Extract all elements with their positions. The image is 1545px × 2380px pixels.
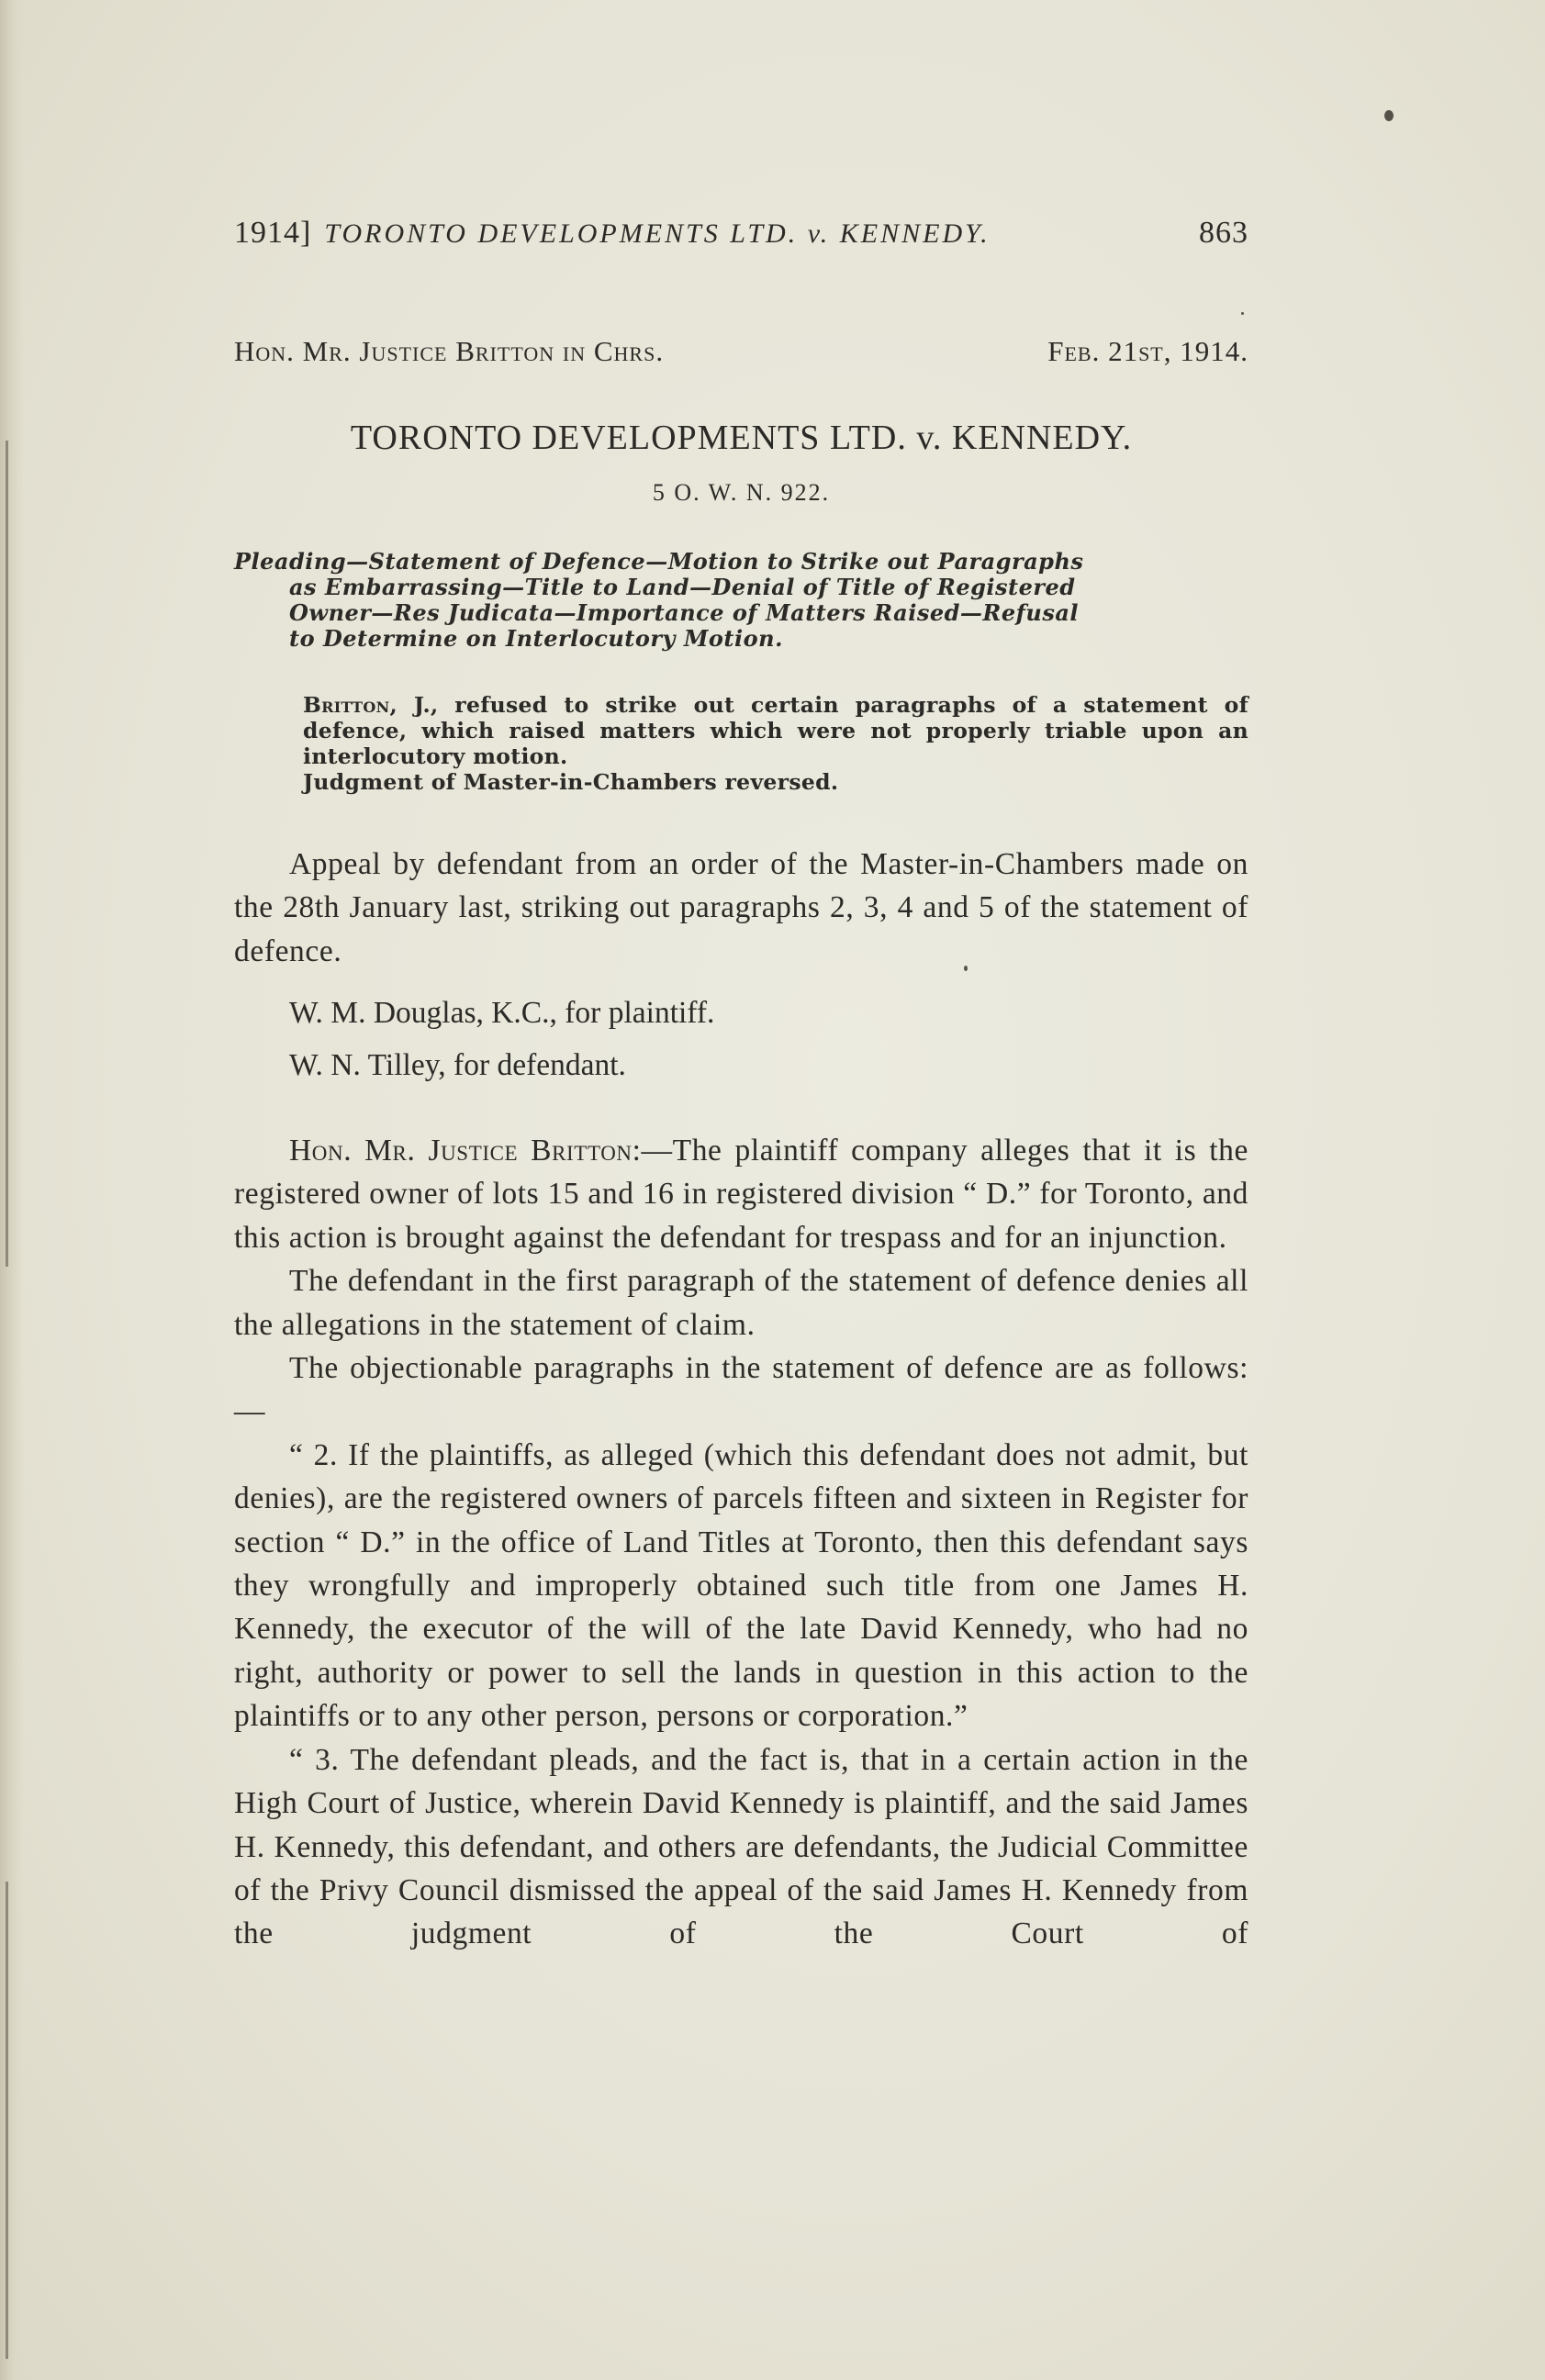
citation: 5 O. W. N. 922. bbox=[652, 479, 831, 506]
case-title: TORONTO DEVELOPMENTS LTD. v. KENNEDY. bbox=[350, 419, 1133, 457]
counsel-plaintiff: W. M. Douglas, K.C., for plaintiff. bbox=[289, 996, 715, 1030]
headnote-line: as Embarrassing—Title to Land—Denial of Title of Registered bbox=[289, 574, 1076, 600]
headnote bbox=[234, 549, 1248, 652]
decision-date: Feb. 21st, 1914. bbox=[1047, 335, 1248, 367]
holding-result: Judgment of Master-in-Chambers reversed. bbox=[303, 769, 839, 795]
headnote-line: to Determine on Interlocutory Motion. bbox=[289, 625, 783, 652]
edge-mark bbox=[6, 441, 8, 1267]
counsel-defendant: W. N. Tilley, for defendant. bbox=[289, 1048, 626, 1082]
speck bbox=[1241, 312, 1244, 315]
judgment bbox=[234, 1129, 1248, 1956]
holding-text bbox=[234, 692, 1248, 769]
court-line bbox=[234, 335, 1248, 368]
running-head-year: 1914] bbox=[234, 216, 312, 250]
judge-chambers: Hon. Mr. Justice Britton in Chrs. bbox=[234, 335, 665, 367]
judgment-speaker: Hon. Mr. Justice Britton bbox=[289, 1134, 633, 1168]
binding-shadow bbox=[0, 0, 24, 2380]
headnote-line: Pleading—Statement of Defence—Motion to Strike out Paragraphs bbox=[234, 548, 1084, 575]
speck bbox=[1384, 110, 1394, 121]
holding bbox=[234, 692, 1248, 795]
intro-paragraph: Appeal by defendant from an order of the Master-in-Chambers made on the 28th January last, striking out paragraphs 2, 3, 4 and 5 of the statement of defence. bbox=[234, 847, 1248, 968]
judgment-opening-text: :—The plaintiff company alleges that it is the registered owner of lots 15 and 16 in registered division “ D.” for Toronto, and this action is brought against the defendant for trespass and for an injunction. bbox=[234, 1134, 1248, 1255]
headnote-line: Owner—Res Judicata—Importance of Matters Raised—Refusal bbox=[289, 599, 1080, 626]
judgment-paragraph: “ 3. The defendant pleads, and the fact is, that in a certain action in the High Court of Justice, wherein David Kennedy is plaintiff, and the said James H. Kennedy, this defendant, and others are defendants, the Judicial Committee of the Privy Council dismissed the appeal of the said James H. Kennedy from the judgment of the Court of bbox=[234, 1742, 1248, 1951]
running-head bbox=[234, 216, 1248, 262]
judgment-opening bbox=[234, 1129, 1248, 1259]
judgment-paragraph: The objectionable paragraphs in the statement of defence are as follows:— bbox=[234, 1351, 1248, 1429]
judgment-paragraph: The defendant in the first paragraph of the statement of defence denies all the allegations in the statement of claim. bbox=[234, 1264, 1248, 1342]
speck bbox=[964, 966, 968, 971]
running-head-title: TORONTO DEVELOPMENTS LTD. v. KENNEDY. bbox=[324, 218, 991, 249]
judgment-paragraph: “ 2. If the plaintiffs, as alleged (which this defendant does not admit, but denies), are the registered owners of parcels fifteen and sixteen in Register for section “ D.” in the office of Land Titles at Toronto, then this defendant says they wrongfully and improperly obtained such title from one James H. Kennedy, the executor of the will of the late David Kennedy, who had no right, authority or power to sell the lands in question in this action to the plaintiffs or to any other person, persons or corporation.” bbox=[234, 1437, 1248, 1734]
edge-mark bbox=[6, 1882, 8, 2359]
intro-section bbox=[234, 843, 1248, 973]
counsel-list bbox=[234, 991, 1248, 1096]
holding-judge: Britton, J., bbox=[303, 692, 439, 718]
page-number: 863 bbox=[1199, 216, 1248, 250]
holding-body: refused to strike out certain paragraphs of a statement of defence, which raised matters which were not properly triable upon an interlocutory motion. bbox=[303, 692, 1248, 769]
